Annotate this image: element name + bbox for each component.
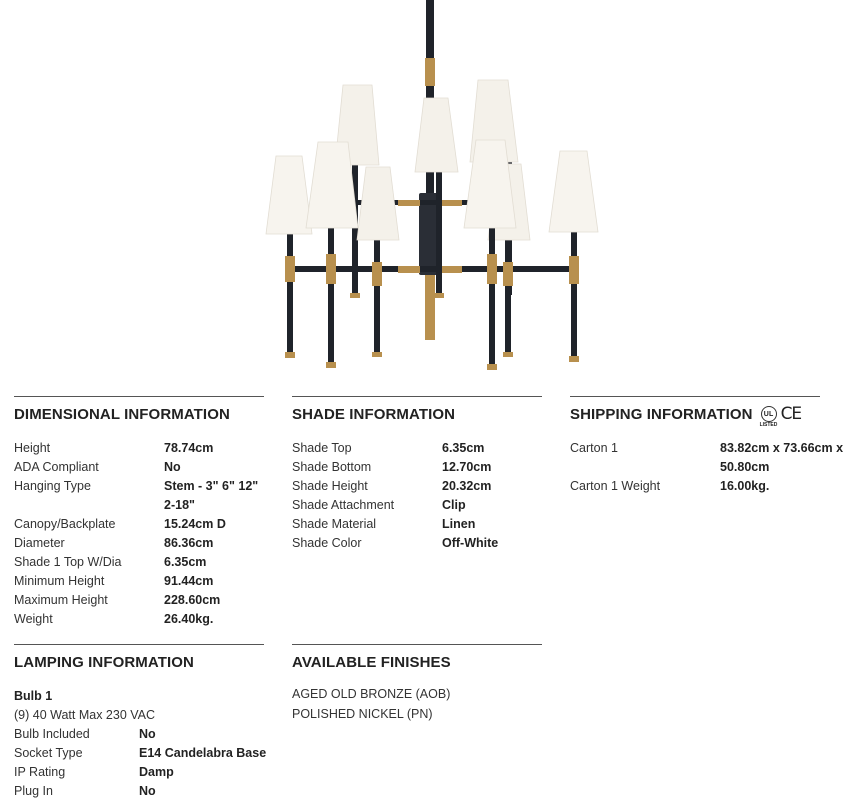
info-row bbox=[14, 763, 279, 782]
info-label: Carton 1 bbox=[570, 441, 618, 455]
bulb-title: Bulb 1 bbox=[14, 689, 53, 703]
info-value: 91.44cm bbox=[164, 574, 214, 588]
info-value: Clip bbox=[442, 498, 466, 512]
info-label: Minimum Height bbox=[14, 574, 105, 588]
info-row bbox=[14, 477, 264, 515]
shipping-title-text: SHIPPING INFORMATION bbox=[570, 405, 753, 423]
chandelier-product-image bbox=[262, 0, 607, 380]
info-value: Stem - 3" 6" 12" 2-18" bbox=[164, 479, 259, 512]
info-label: Socket Type bbox=[14, 746, 83, 760]
dimensional-information-section bbox=[14, 396, 264, 629]
info-label: Shade Height bbox=[292, 479, 368, 493]
info-row bbox=[14, 515, 264, 534]
section-title: DIMENSIONAL INFORMATION bbox=[14, 405, 230, 423]
info-row bbox=[292, 477, 542, 496]
info-row bbox=[14, 572, 264, 591]
info-row bbox=[14, 782, 279, 801]
info-label: IP Rating bbox=[14, 765, 66, 779]
info-value: Damp bbox=[139, 765, 174, 779]
section-title: AVAILABLE FINISHES bbox=[292, 653, 451, 671]
shade-information-section bbox=[292, 396, 542, 553]
section-divider bbox=[570, 396, 820, 397]
info-value: 6.35cm bbox=[164, 555, 207, 569]
info-row bbox=[292, 534, 542, 553]
info-label: Carton 1 Weight bbox=[570, 479, 661, 493]
available-finishes-section bbox=[292, 644, 542, 724]
info-label: Diameter bbox=[14, 536, 65, 550]
info-row bbox=[14, 458, 264, 477]
info-value: 16.00kg. bbox=[720, 479, 770, 493]
info-value: E14 Candelabra Base bbox=[139, 746, 267, 760]
info-label: Shade Material bbox=[292, 517, 377, 531]
info-label: Shade Attachment bbox=[292, 498, 395, 512]
section-title: LAMPING INFORMATION bbox=[14, 653, 194, 671]
info-value: 12.70cm bbox=[442, 460, 492, 474]
info-label: Shade Color bbox=[292, 536, 362, 550]
info-value: 86.36cm bbox=[164, 536, 214, 550]
info-value: Linen bbox=[442, 517, 476, 531]
info-row bbox=[14, 553, 264, 572]
info-row bbox=[292, 515, 542, 534]
info-value: 15.24cm D bbox=[164, 517, 226, 531]
info-row bbox=[292, 496, 542, 515]
finishes-list bbox=[292, 685, 542, 724]
info-value: 78.74cm bbox=[164, 441, 214, 455]
certifications bbox=[759, 404, 802, 428]
info-row bbox=[14, 725, 279, 744]
info-row bbox=[14, 610, 264, 629]
info-row bbox=[292, 439, 542, 458]
info-label: Height bbox=[14, 441, 51, 455]
info-row bbox=[570, 477, 846, 496]
info-row bbox=[14, 591, 264, 610]
info-value: 6.35cm bbox=[442, 441, 485, 455]
info-value: 83.82cm x 73.66cm x 50.80cm bbox=[720, 441, 844, 474]
info-value: No bbox=[139, 784, 156, 798]
info-value: 20.32cm bbox=[442, 479, 492, 493]
section-divider bbox=[292, 396, 542, 397]
dimensional-rows bbox=[14, 439, 264, 629]
shipping-information-section bbox=[570, 396, 846, 496]
info-row bbox=[570, 439, 846, 477]
ul-listed-icon: UL LISTED bbox=[761, 406, 777, 422]
section-title: SHADE INFORMATION bbox=[292, 405, 456, 423]
lamping-information-section bbox=[14, 644, 279, 801]
shade-rows bbox=[292, 439, 542, 553]
info-value: 26.40kg. bbox=[164, 612, 214, 626]
section-title bbox=[570, 403, 846, 428]
lamping-rows bbox=[14, 725, 279, 801]
bulb-description: (9) 40 Watt Max 230 VAC bbox=[14, 708, 156, 722]
section-divider bbox=[14, 396, 264, 397]
info-label: Shade Bottom bbox=[292, 460, 372, 474]
info-label: ADA Compliant bbox=[14, 460, 99, 474]
info-value: Off-White bbox=[442, 536, 499, 550]
info-label: Weight bbox=[14, 612, 53, 626]
finish-item: POLISHED NICKEL (PN) bbox=[292, 706, 433, 721]
info-label: Hanging Type bbox=[14, 479, 91, 493]
info-value: No bbox=[164, 460, 181, 474]
info-label: Shade Top bbox=[292, 441, 352, 455]
info-value: No bbox=[139, 727, 156, 741]
info-label: Shade 1 Top W/Dia bbox=[14, 555, 122, 569]
shipping-rows bbox=[570, 439, 846, 496]
info-value: 228.60cm bbox=[164, 593, 221, 607]
info-row bbox=[14, 439, 264, 458]
info-label: Plug In bbox=[14, 784, 53, 798]
finish-item: AGED OLD BRONZE (AOB) bbox=[292, 687, 451, 701]
info-label: Bulb Included bbox=[14, 727, 90, 741]
info-label: Maximum Height bbox=[14, 593, 108, 607]
info-row bbox=[14, 744, 279, 763]
info-row bbox=[14, 534, 264, 553]
section-divider bbox=[14, 644, 264, 645]
info-label: Canopy/Backplate bbox=[14, 517, 116, 531]
info-row bbox=[292, 458, 542, 477]
ce-mark-icon: CE bbox=[780, 404, 802, 424]
section-divider bbox=[292, 644, 542, 645]
